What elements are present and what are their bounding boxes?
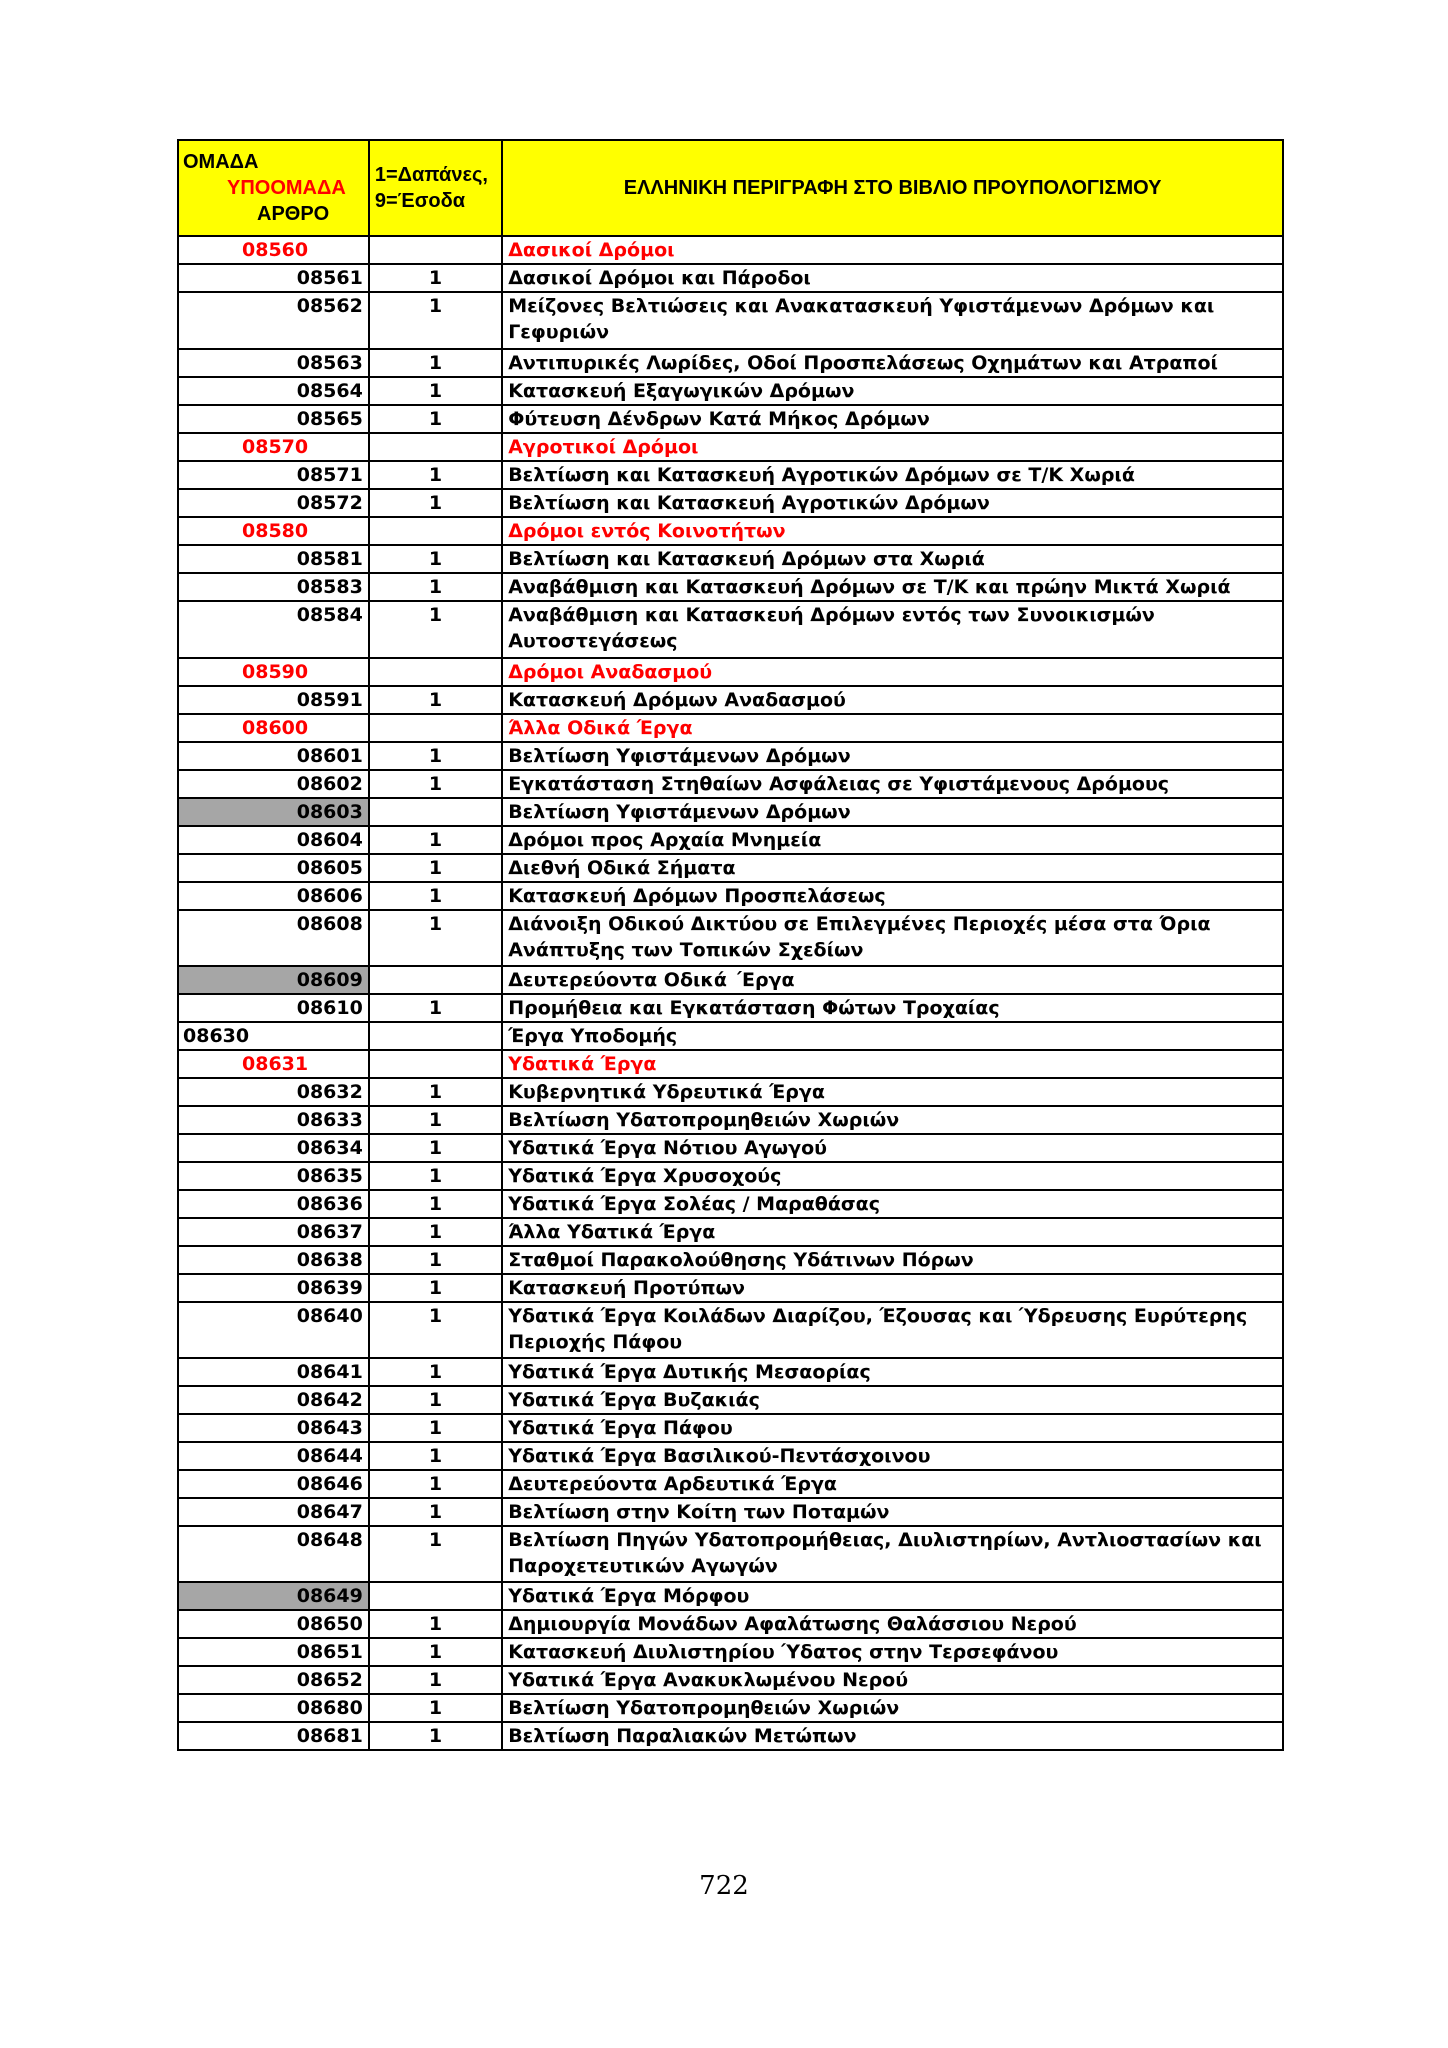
row-description: Διάνοιξη Οδικού Δικτύου σε Επιλεγμένες Περιοχές μέσα στα Όρια Ανάπτυξης των Τοπικών Σχεδίων xyxy=(502,910,1283,966)
row-code: 08640 xyxy=(178,1302,369,1358)
row-description: Βελτίωση Υδατοπρομηθειών Χωριών xyxy=(502,1106,1283,1134)
row-code: 08590 xyxy=(178,658,369,686)
row-type xyxy=(369,966,502,994)
row-type: 1 xyxy=(369,1218,502,1246)
row-description: Βελτίωση στην Κοίτη των Ποταμών xyxy=(502,1498,1283,1526)
row-code: 08580 xyxy=(178,517,369,545)
header-group: ΟΜΑΔΑ xyxy=(183,151,259,173)
table-row xyxy=(178,658,1283,686)
row-description: Κατασκευή Εξαγωγικών Δρόμων xyxy=(502,377,1283,405)
row-type: 1 xyxy=(369,1666,502,1694)
table-row xyxy=(178,826,1283,854)
row-description: Υδατικά Έργα xyxy=(502,1050,1283,1078)
row-code: 08651 xyxy=(178,1638,369,1666)
header-row xyxy=(178,140,1283,236)
row-description: Υδατικά Έργα Βυζακιάς xyxy=(502,1386,1283,1414)
row-code: 08633 xyxy=(178,1106,369,1134)
row-type: 1 xyxy=(369,742,502,770)
row-code: 08608 xyxy=(178,910,369,966)
row-description: Υδατικά Έργα Κοιλάδων Διαρίζου, Έζουσας και Ύδρευσης Ευρύτερης Περιοχής Πάφου xyxy=(502,1302,1283,1358)
row-code: 08638 xyxy=(178,1246,369,1274)
row-type: 1 xyxy=(369,1162,502,1190)
row-type: 1 xyxy=(369,461,502,489)
row-description: Βελτίωση και Κατασκευή Δρόμων στα Χωριά xyxy=(502,545,1283,573)
row-code: 08560 xyxy=(178,236,369,264)
row-description: Κατασκευή Δρόμων Προσπελάσεως xyxy=(502,882,1283,910)
row-code: 08584 xyxy=(178,601,369,658)
row-code: 08637 xyxy=(178,1218,369,1246)
row-type: 1 xyxy=(369,545,502,573)
row-code: 08647 xyxy=(178,1498,369,1526)
row-code: 08591 xyxy=(178,686,369,714)
row-description: Υδατικά Έργα Σολέας / Μαραθάσας xyxy=(502,1190,1283,1218)
table-row xyxy=(178,1078,1283,1106)
table-row xyxy=(178,770,1283,798)
row-description: Μείζονες Βελτιώσεις και Ανακατασκευή Υφιστάμενων Δρόμων και Γεφυριών xyxy=(502,292,1283,349)
row-description: Εγκατάσταση Στηθαίων Ασφάλειας σε Υφιστάμενους Δρόμους xyxy=(502,770,1283,798)
table-row xyxy=(178,966,1283,994)
table-row xyxy=(178,489,1283,517)
row-description: Βελτίωση και Κατασκευή Αγροτικών Δρόμων σε Τ/Κ Χωριά xyxy=(502,461,1283,489)
row-code: 08639 xyxy=(178,1274,369,1302)
table-row xyxy=(178,517,1283,545)
table-row xyxy=(178,1358,1283,1386)
row-code: 08644 xyxy=(178,1442,369,1470)
table-row xyxy=(178,377,1283,405)
row-type: 1 xyxy=(369,292,502,349)
row-description: Κατασκευή Διυλιστηρίου Ύδατος στην Τερσεφάνου xyxy=(502,1638,1283,1666)
row-description: Σταθμοί Παρακολούθησης Υδάτινων Πόρων xyxy=(502,1246,1283,1274)
row-type: 1 xyxy=(369,1470,502,1498)
row-type: 1 xyxy=(369,601,502,658)
table-row xyxy=(178,292,1283,349)
table-row xyxy=(178,1190,1283,1218)
table-row xyxy=(178,1470,1283,1498)
row-type: 1 xyxy=(369,1274,502,1302)
row-description: Άλλα Υδατικά Έργα xyxy=(502,1218,1283,1246)
header-code xyxy=(178,140,369,236)
row-code: 08630 xyxy=(178,1022,369,1050)
table-row xyxy=(178,854,1283,882)
table-row xyxy=(178,1414,1283,1442)
row-type: 1 xyxy=(369,1190,502,1218)
row-type: 1 xyxy=(369,349,502,377)
row-description: Προμήθεια και Εγκατάσταση Φώτων Τροχαίας xyxy=(502,994,1283,1022)
row-code: 08565 xyxy=(178,405,369,433)
header-type-line2: 9=Έσοδα xyxy=(374,190,466,212)
row-description: Υδατικά Έργα Χρυσοχούς xyxy=(502,1162,1283,1190)
row-code: 08681 xyxy=(178,1722,369,1750)
row-description: Άλλα Οδικά Έργα xyxy=(502,714,1283,742)
row-type: 1 xyxy=(369,489,502,517)
row-description: Βελτίωση Πηγών Υδατοπρομήθειας, Διυλιστηρίων, Αντλιοστασίων και Παροχετευτικών Αγωγών xyxy=(502,1526,1283,1582)
row-type: 1 xyxy=(369,1414,502,1442)
table-row xyxy=(178,461,1283,489)
row-type: 1 xyxy=(369,770,502,798)
row-type: 1 xyxy=(369,1638,502,1666)
table-row xyxy=(178,1162,1283,1190)
table-row xyxy=(178,1274,1283,1302)
row-code: 08631 xyxy=(178,1050,369,1078)
row-type: 1 xyxy=(369,1526,502,1582)
row-type: 1 xyxy=(369,994,502,1022)
row-code: 08610 xyxy=(178,994,369,1022)
row-type xyxy=(369,433,502,461)
row-description: Δευτερεύοντα Αρδευτικά Έργα xyxy=(502,1470,1283,1498)
header-type xyxy=(369,140,502,236)
row-type: 1 xyxy=(369,1498,502,1526)
row-description: Διεθνή Οδικά Σήματα xyxy=(502,854,1283,882)
table-row xyxy=(178,1610,1283,1638)
row-type xyxy=(369,1050,502,1078)
table-row xyxy=(178,349,1283,377)
row-type: 1 xyxy=(369,1358,502,1386)
table-row xyxy=(178,601,1283,658)
table-row xyxy=(178,573,1283,601)
row-description: Βελτίωση Υφιστάμενων Δρόμων xyxy=(502,742,1283,770)
row-type: 1 xyxy=(369,1078,502,1106)
table-row xyxy=(178,1498,1283,1526)
row-code: 08649 xyxy=(178,1582,369,1610)
table-row xyxy=(178,742,1283,770)
row-type: 1 xyxy=(369,405,502,433)
row-code: 08570 xyxy=(178,433,369,461)
row-code: 08635 xyxy=(178,1162,369,1190)
table-row xyxy=(178,714,1283,742)
table-row xyxy=(178,1386,1283,1414)
table-row xyxy=(178,1022,1283,1050)
table-row xyxy=(178,1526,1283,1582)
row-description: Βελτίωση Υφιστάμενων Δρόμων xyxy=(502,798,1283,826)
table-row xyxy=(178,882,1283,910)
header-article: ΑΡΘΡΟ xyxy=(257,203,330,225)
row-code: 08643 xyxy=(178,1414,369,1442)
row-description: Αντιπυρικές Λωρίδες, Οδοί Προσπελάσεως Οχημάτων και Ατραποί xyxy=(502,349,1283,377)
table-row xyxy=(178,1694,1283,1722)
row-description: Υδατικά Έργα Βασιλικού-Πεντάσχοινου xyxy=(502,1442,1283,1470)
row-code: 08641 xyxy=(178,1358,369,1386)
row-type: 1 xyxy=(369,377,502,405)
row-code: 08642 xyxy=(178,1386,369,1414)
table-row xyxy=(178,686,1283,714)
row-description: Δευτερεύοντα Οδικά ΄Εργα xyxy=(502,966,1283,994)
row-description: Έργα Υποδομής xyxy=(502,1022,1283,1050)
row-type: 1 xyxy=(369,1302,502,1358)
row-description: Δρόμοι εντός Κοινοτήτων xyxy=(502,517,1283,545)
row-type: 1 xyxy=(369,686,502,714)
row-type xyxy=(369,714,502,742)
row-code: 08609 xyxy=(178,966,369,994)
row-code: 08562 xyxy=(178,292,369,349)
row-type xyxy=(369,1022,502,1050)
table-row xyxy=(178,1582,1283,1610)
row-type: 1 xyxy=(369,1694,502,1722)
row-code: 08646 xyxy=(178,1470,369,1498)
header-subgroup: ΥΠΟΟΜΑΔΑ xyxy=(227,177,346,199)
row-code: 08604 xyxy=(178,826,369,854)
row-type xyxy=(369,658,502,686)
budget-table xyxy=(177,139,1284,1751)
row-description: Κυβερνητικά Υδρευτικά Έργα xyxy=(502,1078,1283,1106)
header-description: ΕΛΛΗΝΙΚΗ ΠΕΡΙΓΡΑΦΗ ΣΤΟ ΒΙΒΛΙΟ ΠΡΟΥΠΟΛΟΓΙΣΜΟΥ xyxy=(502,140,1283,236)
table-row xyxy=(178,1246,1283,1274)
table-row xyxy=(178,1666,1283,1694)
row-code: 08652 xyxy=(178,1666,369,1694)
row-type: 1 xyxy=(369,1442,502,1470)
row-type: 1 xyxy=(369,1134,502,1162)
row-description: Δημιουργία Μονάδων Αφαλάτωσης Θαλάσσιου Νερού xyxy=(502,1610,1283,1638)
row-description: Υδατικά Έργα Νότιου Αγωγού xyxy=(502,1134,1283,1162)
page-number: 722 xyxy=(699,1871,749,1901)
table-row xyxy=(178,1638,1283,1666)
table-row xyxy=(178,1722,1283,1750)
row-code: 08648 xyxy=(178,1526,369,1582)
table-row xyxy=(178,545,1283,573)
row-type: 1 xyxy=(369,882,502,910)
row-type xyxy=(369,236,502,264)
row-code: 08572 xyxy=(178,489,369,517)
table-row xyxy=(178,236,1283,264)
table-row xyxy=(178,910,1283,966)
row-code: 08563 xyxy=(178,349,369,377)
row-code: 08634 xyxy=(178,1134,369,1162)
row-code: 08636 xyxy=(178,1190,369,1218)
row-code: 08632 xyxy=(178,1078,369,1106)
row-description: Αναβάθμιση και Κατασκευή Δρόμων εντός των Συνοικισμών Αυτοστεγάσεως xyxy=(502,601,1283,658)
row-type xyxy=(369,517,502,545)
row-description: Κατασκευή Δρόμων Αναδασμού xyxy=(502,686,1283,714)
row-type: 1 xyxy=(369,826,502,854)
table-row xyxy=(178,433,1283,461)
row-type: 1 xyxy=(369,573,502,601)
row-code: 08581 xyxy=(178,545,369,573)
table-row xyxy=(178,1442,1283,1470)
row-code: 08583 xyxy=(178,573,369,601)
row-type: 1 xyxy=(369,854,502,882)
row-type xyxy=(369,1582,502,1610)
row-description: Υδατικά Έργα Μόρφου xyxy=(502,1582,1283,1610)
row-type xyxy=(369,798,502,826)
row-code: 08650 xyxy=(178,1610,369,1638)
table-row xyxy=(178,994,1283,1022)
row-code: 08571 xyxy=(178,461,369,489)
row-code: 08561 xyxy=(178,264,369,292)
row-code: 08603 xyxy=(178,798,369,826)
row-type: 1 xyxy=(369,1610,502,1638)
row-type: 1 xyxy=(369,910,502,966)
row-description: Δρόμοι Αναδασμού xyxy=(502,658,1283,686)
table-row xyxy=(178,1302,1283,1358)
row-code: 08600 xyxy=(178,714,369,742)
row-code: 08564 xyxy=(178,377,369,405)
table-row xyxy=(178,1050,1283,1078)
row-type: 1 xyxy=(369,1722,502,1750)
row-description: Βελτίωση Παραλιακών Μετώπων xyxy=(502,1722,1283,1750)
row-type: 1 xyxy=(369,1386,502,1414)
row-description: Αναβάθμιση και Κατασκευή Δρόμων σε Τ/Κ και πρώην Μικτά Χωριά xyxy=(502,573,1283,601)
table-row xyxy=(178,264,1283,292)
row-code: 08602 xyxy=(178,770,369,798)
table-row xyxy=(178,1106,1283,1134)
row-description: Φύτευση Δένδρων Κατά Μήκος Δρόμων xyxy=(502,405,1283,433)
row-description: Αγροτικοί Δρόμοι xyxy=(502,433,1283,461)
row-description: Δασικοί Δρόμοι και Πάροδοι xyxy=(502,264,1283,292)
row-description: Υδατικά Έργα Ανακυκλωμένου Νερού xyxy=(502,1666,1283,1694)
row-description: Υδατικά Έργα Δυτικής Μεσαορίας xyxy=(502,1358,1283,1386)
row-code: 08605 xyxy=(178,854,369,882)
row-description: Υδατικά Έργα Πάφου xyxy=(502,1414,1283,1442)
header-type-line1: 1=Δαπάνες, xyxy=(374,164,488,186)
table-row xyxy=(178,405,1283,433)
row-type: 1 xyxy=(369,1106,502,1134)
table-row xyxy=(178,1218,1283,1246)
row-description: Βελτίωση Υδατοπρομηθειών Χωριών xyxy=(502,1694,1283,1722)
row-type: 1 xyxy=(369,1246,502,1274)
row-description: Βελτίωση και Κατασκευή Αγροτικών Δρόμων xyxy=(502,489,1283,517)
row-type: 1 xyxy=(369,264,502,292)
row-code: 08606 xyxy=(178,882,369,910)
row-code: 08680 xyxy=(178,1694,369,1722)
row-description: Δρόμοι προς Αρχαία Μνημεία xyxy=(502,826,1283,854)
row-description: Δασικοί Δρόμοι xyxy=(502,236,1283,264)
row-description: Κατασκευή Προτύπων xyxy=(502,1274,1283,1302)
table-row xyxy=(178,798,1283,826)
table-row xyxy=(178,1134,1283,1162)
table-body xyxy=(178,236,1283,1750)
row-code: 08601 xyxy=(178,742,369,770)
